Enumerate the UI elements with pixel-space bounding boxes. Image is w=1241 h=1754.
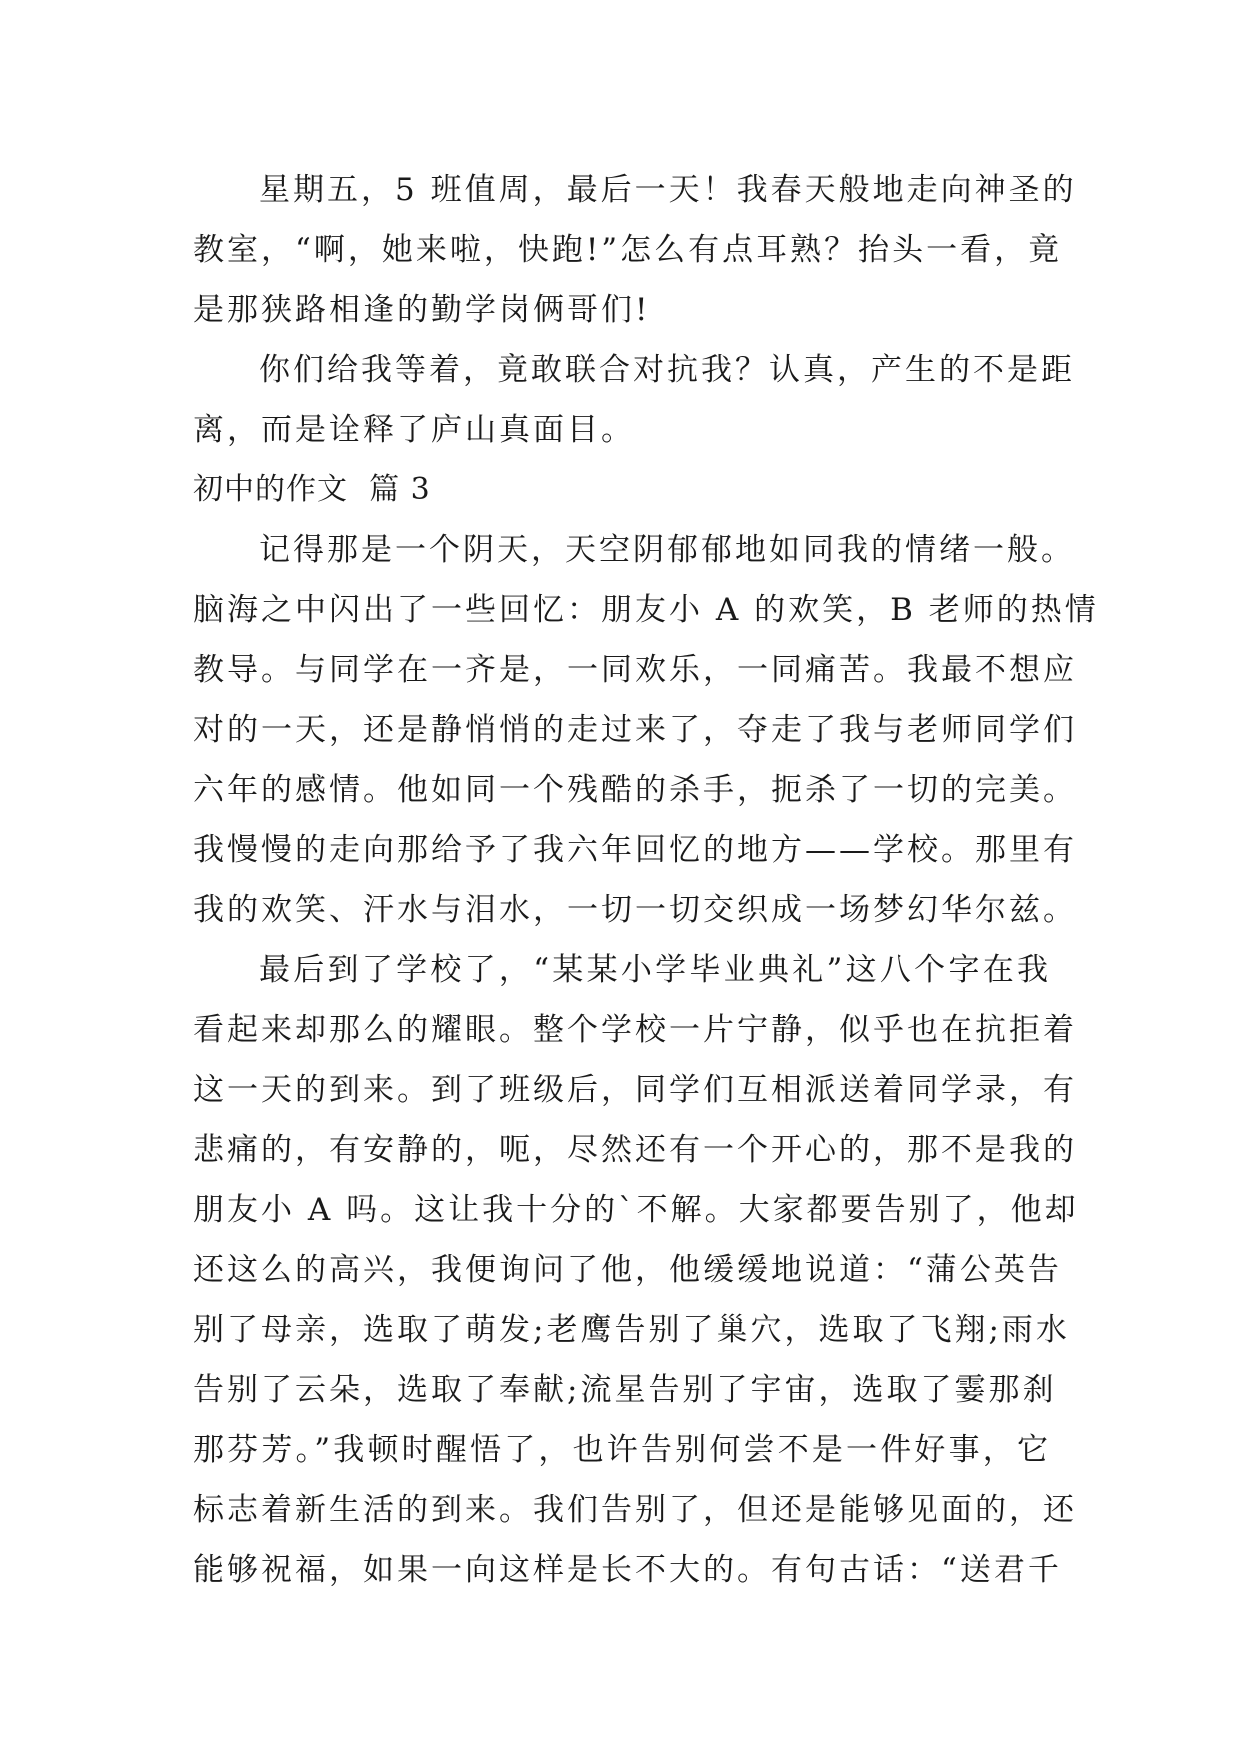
paragraph (193, 340, 1075, 460)
text-line: 我慢慢的走向那给予了我六年回忆的地方——学校。那里有 (193, 832, 1077, 868)
paragraph (193, 160, 1077, 340)
text-line: 悲痛的，有安静的，呃，尽然还有一个开心的，那不是我的 (193, 1132, 1077, 1168)
text-line: 你们给我等着，竟敢联合对抗我？认真，产生的不是距 (259, 352, 1075, 388)
text-line: 对的一天，还是静悄悄的走过来了，夺走了我与老师同学们 (193, 712, 1077, 748)
text-line: 脑海之中闪出了一些回忆：朋友小 A 的欢笑，B 老师的热情 (193, 592, 1099, 628)
text-line: 离，而是诠释了庐山真面目。 (193, 412, 635, 448)
text-line: 最后到了学校了，“某某小学毕业典礼”这八个字在我 (259, 952, 1051, 988)
text-line: 是那狭路相逢的勤学岗俩哥们! (193, 292, 651, 328)
section-heading: 初中的作文 篇 3 (193, 472, 431, 507)
text-line: 别了母亲，选取了萌发;老鹰告别了巢穴，选取了飞翔;雨水 (193, 1312, 1070, 1348)
text-line: 看起来却那么的耀眼。整个学校一片宁静，似乎也在抗拒着 (193, 1012, 1077, 1048)
text-line: 朋友小 A 吗。这让我十分的`不解。大家都要告别了，他却 (193, 1192, 1079, 1228)
text-line: 六年的感情。他如同一个残酷的杀手，扼杀了一切的完美。 (193, 772, 1077, 808)
text-line: 我的欢笑、汗水与泪水，一切一切交织成一场梦幻华尔兹。 (193, 892, 1077, 928)
paragraph (193, 520, 1099, 940)
text-line: 那芬芳。”我顿时醒悟了，也许告别何尝不是一件好事，它 (193, 1432, 1051, 1468)
text-line: 星期五，5 班值周，最后一天！我春天般地走向神圣的 (259, 172, 1077, 208)
essay-body (193, 160, 1099, 1600)
text-line: 这一天的到来。到了班级后，同学们互相派送着同学录，有 (193, 1072, 1077, 1108)
text-line: 还这么的高兴，我便询问了他，他缓缓地说道：“蒲公英告 (193, 1252, 1062, 1288)
text-line: 记得那是一个阴天，天空阴郁郁地如同我的情绪一般。 (259, 532, 1075, 568)
text-line: 标志着新生活的到来。我们告别了，但还是能够见面的，还 (193, 1492, 1077, 1528)
text-line: 教导。与同学在一齐是，一同欢乐，一同痛苦。我最不想应 (193, 652, 1077, 688)
paragraph (193, 940, 1079, 1600)
text-line: 教室，“啊，她来啦，快跑!”怎么有点耳熟？抬头一看，竟 (193, 232, 1063, 268)
text-line: 能够祝福，如果一向这样是长不大的。有句古话：“送君千 (193, 1552, 1062, 1588)
text-line: 告别了云朵，选取了奉献;流星告别了宇宙，选取了霎那刹 (193, 1372, 1057, 1408)
